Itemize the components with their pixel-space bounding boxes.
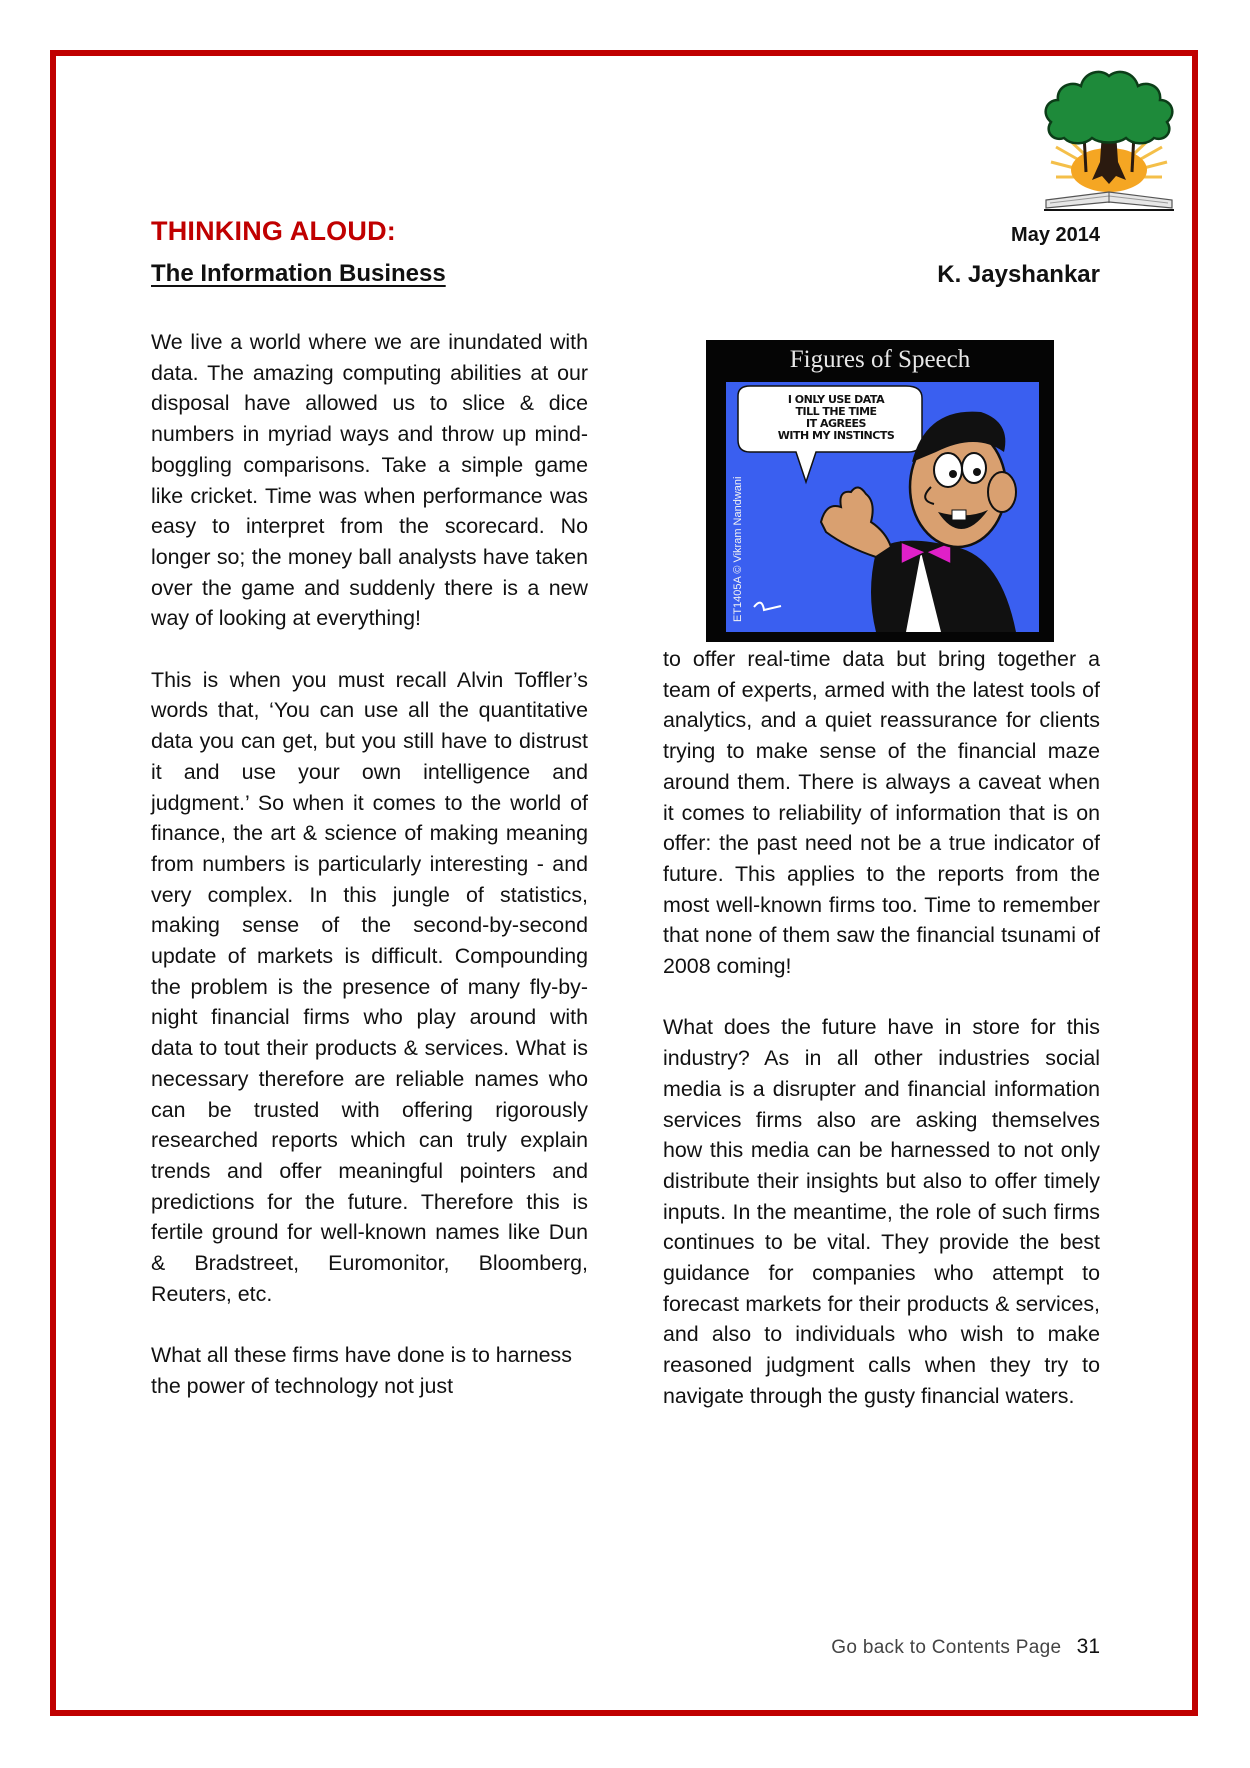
speech-bubble-text: I ONLY USE DATA TILL THE TIME IT AGREES WITH MY INSTINCTS (777, 393, 895, 442)
article-left-column (151, 327, 588, 1432)
section-kicker: THINKING ALOUD: (151, 216, 396, 246)
cartoon-panel (726, 382, 1039, 632)
paragraph: We live a world where we are inundated with data. The amazing computing abilities at our disposal have allowed us to slice & dice numbers in myriad ways and throw up mind-boggling comparisons. Take a simple game like cricket. Time was when performance was easy to interpret from the scorecard. No longer so; the money ball analysts have taken over the game and suddenly there is a new way of looking at everything! (151, 330, 588, 631)
tree-book-logo-icon (1036, 62, 1182, 212)
issue-date: May 2014 (1011, 224, 1100, 246)
paragraph: What does the future have in store for this industry? As in all other industries social media is a disrupter and financial information services firms also are asking themselves how this media can be harnessed to not only distribute their insights but also to offer timely inputs. In the meantime, the role of such firms continues to be vital. They provide the best guidance for companies who attempt to forecast markets for their products & services, and also to individuals who wish to make reasoned judgment calls when they try to navigate through the gusty financial waters. (663, 1015, 1100, 1408)
paragraph: What all these firms have done is to harness the power of technology not just (151, 1343, 572, 1398)
page-footer (831, 1635, 1100, 1659)
cartoon-credit: ET1405A © Vikram Nandwani (732, 476, 744, 622)
paragraph: This is when you must recall Alvin Toffler’s words that, ‘You can use all the quantitative data you can get, but you still have to distrust it and use your own intelligence and judgment.’ So when it comes to the world of finance, the art & science of making meaning from numbers is particularly interesting - and very complex. In this jungle of statistics, making sense of the second-by-second update of markets is difficult. Compounding the problem is the presence of many fly-by-night financial firms who play around with data to tout their products & services. What is necessary therefore are reliable names who can be trusted with offering rigorously researched reports which can truly explain trends and offer meaningful pointers and predictions for the future. Therefore this is fertile ground for well-known names like Dun & Bradstreet, Euromonitor, Bloomberg, Reuters, etc. (151, 667, 588, 1306)
cartoon-image (706, 340, 1054, 642)
article-right-column (663, 644, 1100, 1442)
page-number: 31 (1076, 1635, 1100, 1658)
cartoon-title: Figures of Speech (789, 346, 971, 373)
article-title: The Information Business (151, 260, 446, 287)
author-name: K. Jayshankar (937, 261, 1100, 288)
contents-page-link[interactable]: Go back to Contents Page (831, 1637, 1062, 1658)
paragraph: to offer real-time data but bring together a team of experts, armed with the latest tools of analytics, and a quiet reassurance for clients trying to make sense of the financial maze around them. There is always a caveat when it comes to reliability of information that is on offer: the past need not be a true indicator of future. This applies to the reports from the most well-known firms too. Time to remember that none of them saw the financial tsunami of 2008 coming! (663, 647, 1100, 979)
